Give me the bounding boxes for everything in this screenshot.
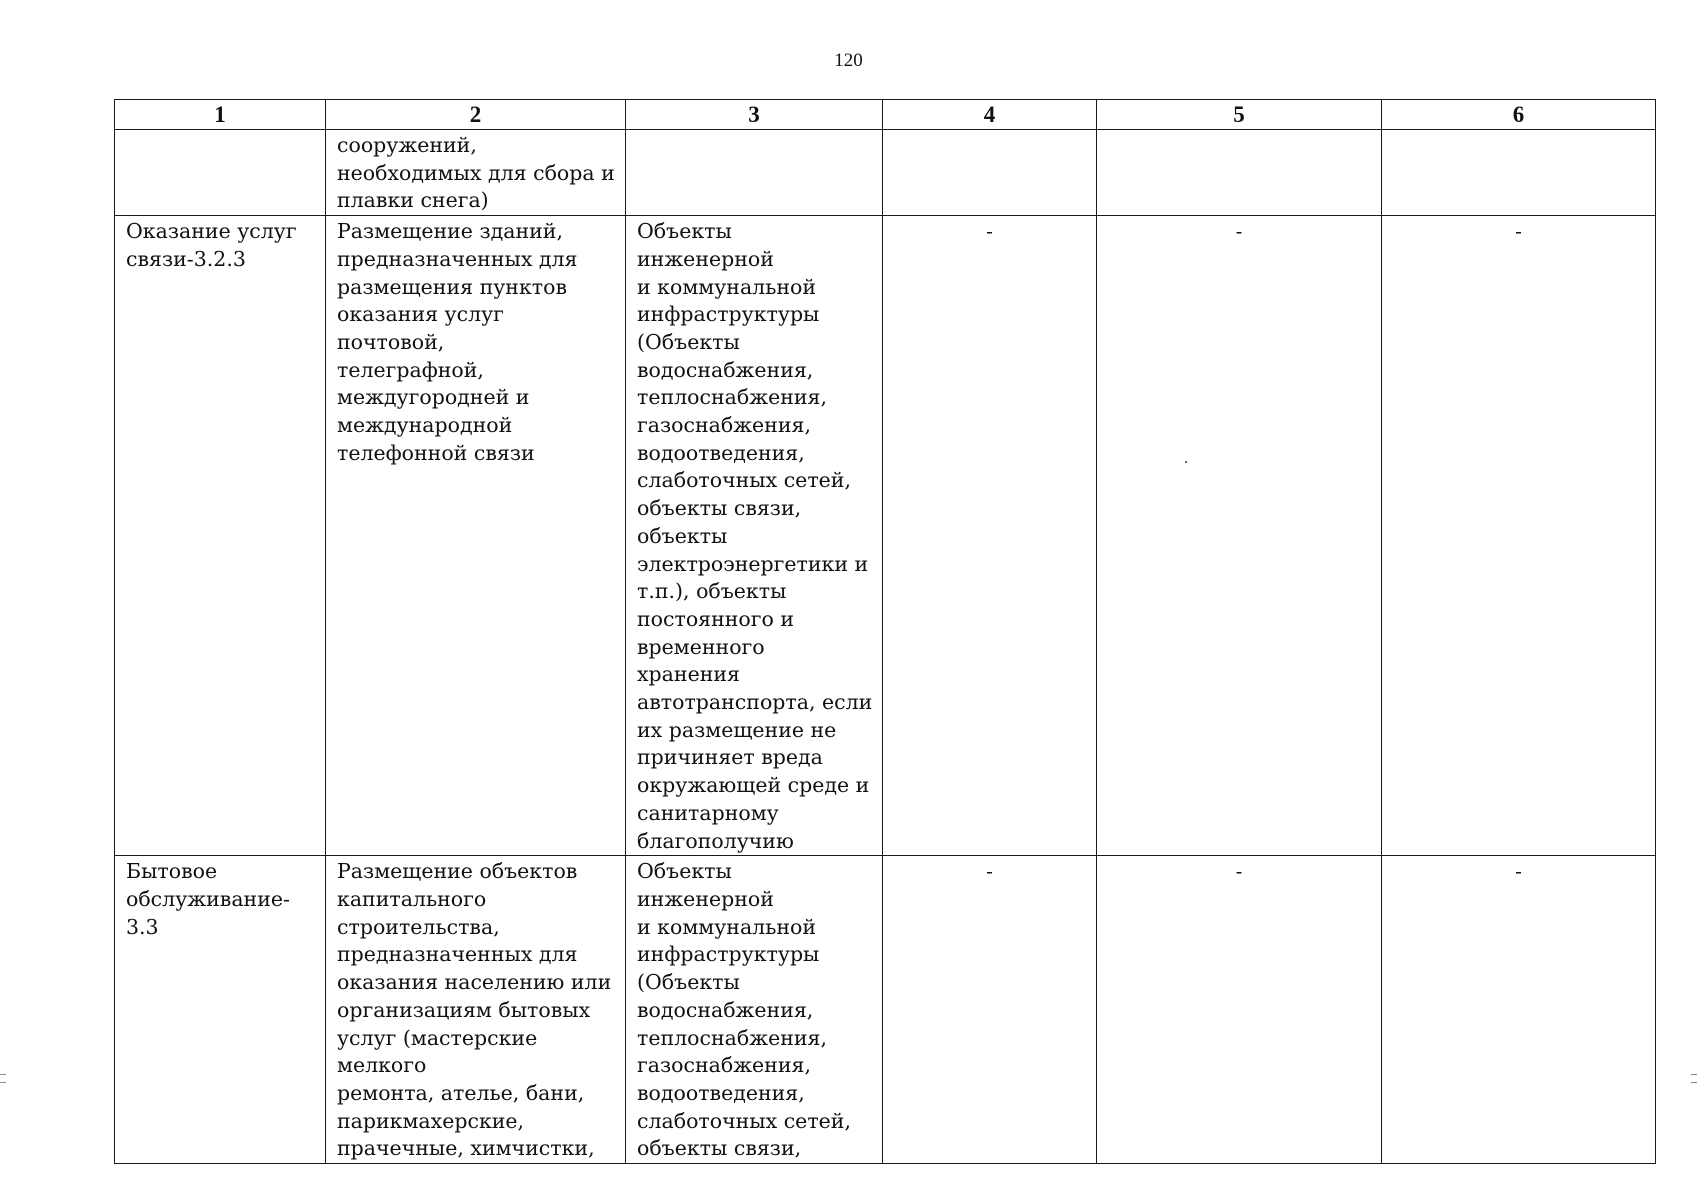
cell-text-col3: Объекты инженерной и коммунальной инфраструктуры (Объекты водоснабжения, теплоснабжения, газоснабжения, водоотведения, слаботочных сетей, объекты связи, xyxy=(637,859,851,1161)
table-row xyxy=(115,130,1656,216)
table-cell xyxy=(326,130,626,216)
column-header-6: 6 xyxy=(1382,100,1656,130)
column-header-5: 5 xyxy=(1097,100,1382,130)
table-cell xyxy=(626,130,883,216)
cell-text-col2: Размещение объектов капитального строительства, предназначенных для оказания населению или организациям бытовых услуг (мастерские мелкого ремонта, ателье, бани, парикмахерские, прачечные, химчистки, xyxy=(337,859,612,1161)
cell-text-col6: - xyxy=(1515,859,1522,884)
cell-text-col1: Оказание услуг связи-3.2.3 xyxy=(126,219,297,271)
cell-text-col2: Размещение зданий, предназначенных для размещения пунктов оказания услуг почтовой, телеграфной, междугородней и международной телефонной связи xyxy=(337,219,578,465)
cell-text-col3: Объекты инженерной и коммунальной инфраструктуры (Объекты водоснабжения, теплоснабжения, газоснабжения, водоотведения, слаботочных сетей, объекты связи, объекты электроэнергетики и т.п.), объекты постоянного и временного хранения автотранспорта, если их размещение не причиняет вреда окружающей среде и санитарному благополучию xyxy=(637,219,873,853)
table-cell xyxy=(883,856,1097,1164)
table-cell xyxy=(1097,130,1382,216)
table-cell xyxy=(1097,856,1382,1164)
column-header-2: 2 xyxy=(326,100,626,130)
cell-text-col6: - xyxy=(1515,219,1522,244)
column-header-4: 4 xyxy=(883,100,1097,130)
table-cell xyxy=(1382,130,1656,216)
document-table xyxy=(114,99,1656,1164)
table-cell xyxy=(1382,216,1656,856)
table-cell xyxy=(626,216,883,856)
table-row xyxy=(115,856,1656,1164)
table-cell xyxy=(883,216,1097,856)
table-cell xyxy=(883,130,1097,216)
table-cell xyxy=(326,856,626,1164)
table-cell xyxy=(1382,856,1656,1164)
scan-edge-mark xyxy=(1691,1074,1697,1075)
column-header-3: 3 xyxy=(626,100,883,130)
scan-edge-mark xyxy=(0,1082,6,1083)
table-cell xyxy=(115,856,326,1164)
table-cell xyxy=(326,216,626,856)
cell-text-col4: - xyxy=(986,859,993,884)
table-cell xyxy=(115,216,326,856)
cell-text-col5 xyxy=(1097,130,1381,132)
scan-speck xyxy=(1185,461,1187,463)
scan-edge-mark xyxy=(0,1074,6,1075)
table-cell xyxy=(626,856,883,1164)
cell-text-col2: сооружений, необходимых для сбора и плавки снега) xyxy=(337,133,615,213)
table-cell xyxy=(1097,216,1382,856)
cell-text-col1 xyxy=(115,130,325,132)
table-row xyxy=(115,216,1656,856)
cell-text-col4: - xyxy=(986,219,993,244)
scan-edge-mark xyxy=(1691,1082,1697,1083)
cell-text-col3 xyxy=(626,130,882,132)
cell-text-col4 xyxy=(883,130,1096,132)
cell-text-col6 xyxy=(1382,130,1655,132)
cell-text-col1: Бытовое обслуживание- 3.3 xyxy=(126,859,290,939)
table-cell xyxy=(115,130,326,216)
page-number: 120 xyxy=(834,50,863,71)
table-header-row xyxy=(115,100,1656,130)
column-header-1: 1 xyxy=(115,100,326,130)
cell-text-col5: - xyxy=(1235,859,1243,884)
cell-text-col5: - xyxy=(1235,219,1243,244)
